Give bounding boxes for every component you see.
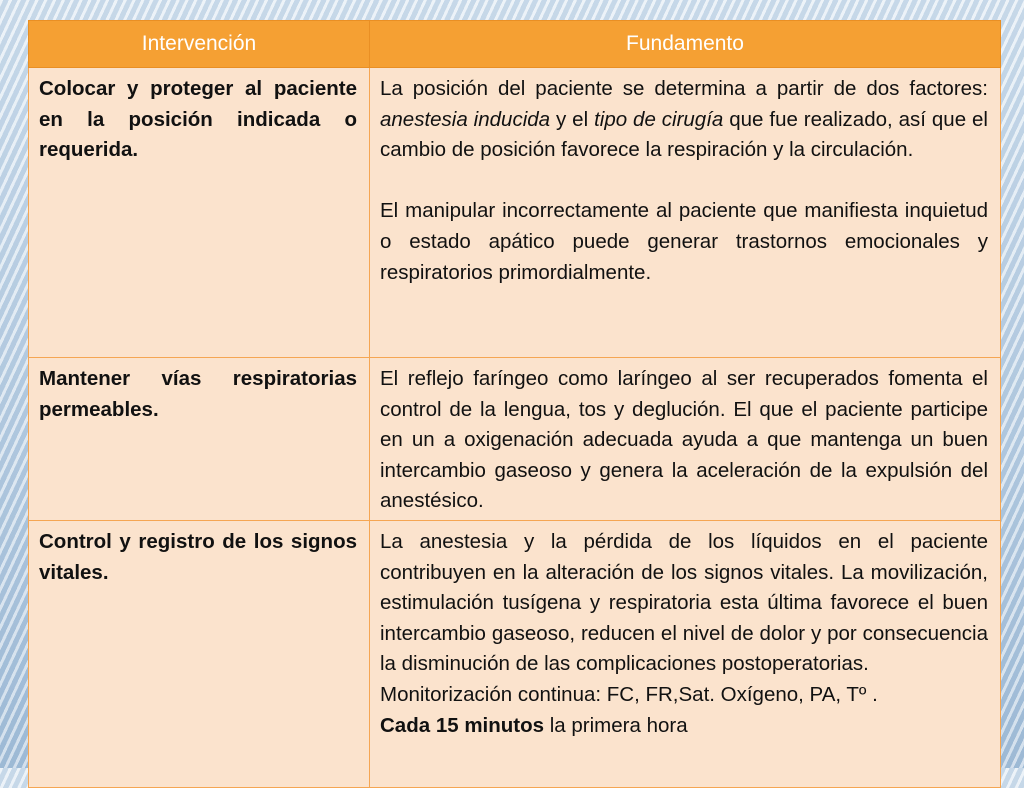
italic-text: anestesia inducida [380, 107, 551, 131]
text-run: que fue realizado, así que el cambio de posición favorece la respiración y la circulación. [380, 107, 988, 162]
fundamento-paragraph [380, 74, 988, 166]
fundamento-paragraph [380, 527, 988, 741]
intervencion-cell: Control y registro de los signos vitales. [29, 521, 370, 788]
text-run: El manipular incorrectamente al paciente que manifiesta inquietud o estado apático puede generar trastornos emocionales y respiratorios primordialmente. [380, 199, 988, 284]
text-run: La posición del paciente se determina a partir de dos factores: [380, 77, 988, 100]
header-intervencion: Intervención [29, 21, 370, 68]
fundamento-paragraph [380, 364, 988, 517]
text-run: El reflejo faríngeo como laríngeo al ser recuperados fomenta el control de la lengua, tos y deglución. El que el paciente participe en un a oxigenación adecuada ayuda a que mantenga un buen intercambio gaseoso y genera la aceleración de la expulsión del anestésico. [380, 367, 988, 513]
fundamento-cell [370, 68, 1001, 358]
italic-text: tipo de cirugía [594, 107, 724, 131]
bold-text: Cada 15 minutos [380, 713, 545, 737]
care-plan-table [28, 20, 1001, 788]
header-fundamento: Fundamento [370, 21, 1001, 68]
fundamento-cell [370, 521, 1001, 788]
table-row [29, 68, 1001, 358]
text-run: La anestesia y la pérdida de los líquidos en el paciente contribuyen en la alteración de los signos vitales. La movilización, estimulación tusígena y respiratoria esta última favorece el buen intercambio gaseoso, reducen el nivel de dolor y por consecuencia la disminución de las complicaciones postoperatorias. [380, 530, 988, 676]
text-run: Monitorización continua: FC, FR,Sat. Oxígeno, PA, Tº . [380, 682, 878, 706]
intervencion-cell: Colocar y proteger al paciente en la posición indicada o requerida. [29, 68, 370, 358]
intervencion-cell: Mantener vías respiratorias permeables. [29, 358, 370, 521]
text-run: y el [550, 107, 595, 131]
fundamento-cell [370, 358, 1001, 521]
text-run: la primera hora [544, 713, 688, 737]
header-row [29, 21, 1001, 68]
fundamento-paragraph [380, 196, 988, 288]
table-row [29, 358, 1001, 521]
table-row [29, 521, 1001, 788]
